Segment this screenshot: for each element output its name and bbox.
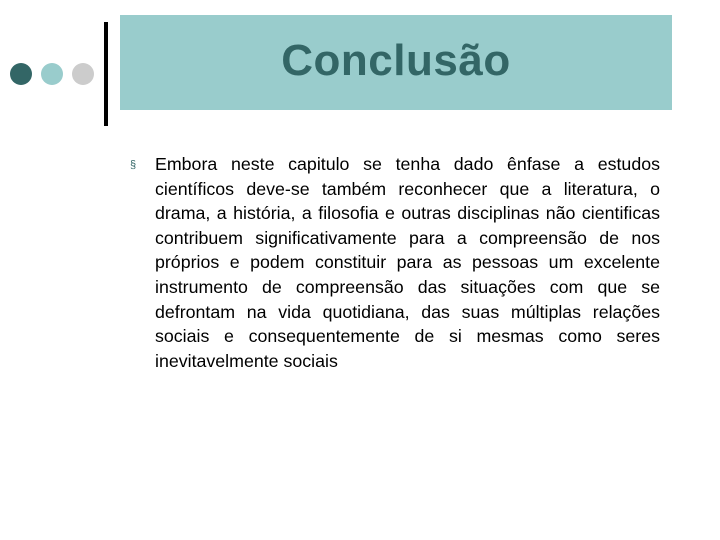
slide-title: Conclusão xyxy=(281,35,511,85)
gray-dot-icon xyxy=(72,63,94,85)
teal-dot-icon xyxy=(41,63,63,85)
title-banner xyxy=(120,15,672,110)
bullet-item xyxy=(130,152,660,373)
section-bullet-icon: § xyxy=(130,159,137,171)
slide-body xyxy=(130,152,660,373)
bullet-text: Embora neste capitulo se tenha dado ênfase a estudos científicos deve-se também reconhecer que a literatura, o drama, a história, a filosofia e outras disciplinas não cientificas contribuem significativamente para a compreensão de nos próprios e podem constituir para as pessoas um excelente instrumento de compreensão das situações com que se defrontam na vida quotidiana, das suas múltiplas relações sociais e consequentemente de si mesmas como seres inevitavelmente sociais xyxy=(155,154,660,371)
vertical-divider xyxy=(104,22,108,126)
dark-dot-icon xyxy=(10,63,32,85)
decorative-dots xyxy=(10,63,96,85)
